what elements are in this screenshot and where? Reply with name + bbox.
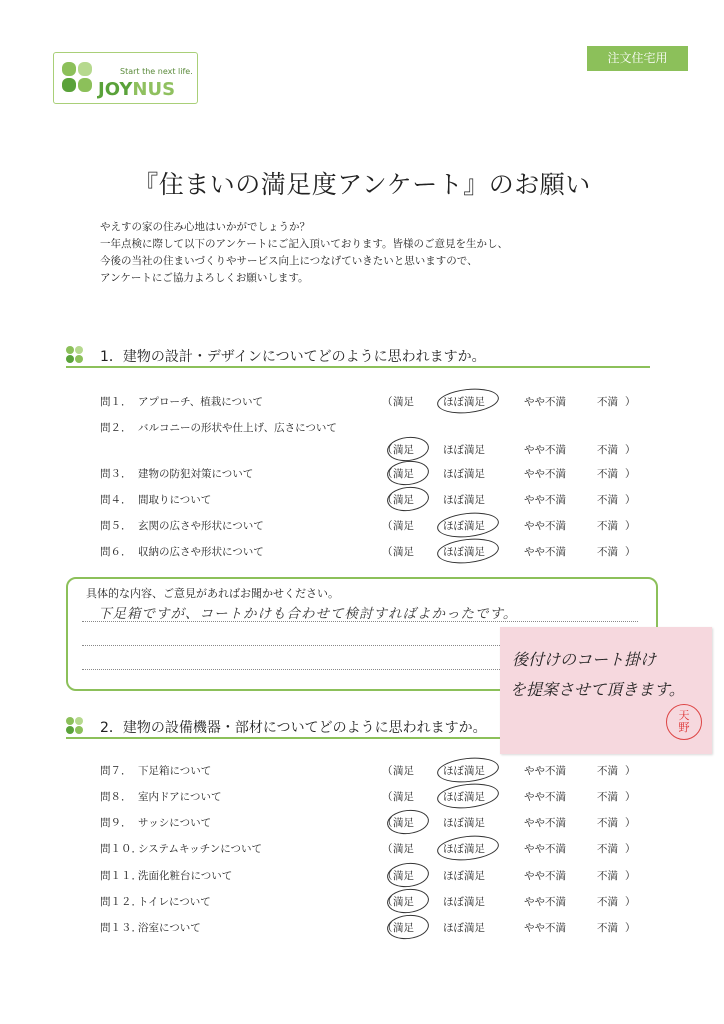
intro-text xyxy=(100,219,660,287)
rating-option[interactable]: 不満 xyxy=(597,922,618,934)
rating-option[interactable]: やや不満 xyxy=(524,396,566,408)
question-number: 問８． xyxy=(100,791,132,803)
page-title: 『住まいの満足度アンケート』のお願い xyxy=(133,170,591,199)
rating-option[interactable]: 満足 xyxy=(393,396,414,408)
rating-option[interactable]: ほぼ満足 xyxy=(443,444,485,456)
rating-option[interactable]: 不満 xyxy=(597,520,618,532)
question-number: 問３． xyxy=(100,468,132,480)
clover-logo-icon xyxy=(60,59,94,97)
sticky-note-line: 後付けのコート掛け xyxy=(512,650,657,669)
paren-open: （ xyxy=(382,843,393,855)
section-1-divider xyxy=(66,366,650,368)
rating-option[interactable]: ほぼ満足 xyxy=(443,765,485,777)
question-text: システムキッチンについて xyxy=(138,843,263,855)
question-text: 洗面化粧台について xyxy=(138,870,233,882)
rating-options xyxy=(100,789,660,809)
paren-open: （ xyxy=(382,396,393,408)
rating-options xyxy=(100,920,660,940)
question-number: 問７． xyxy=(100,765,132,777)
question-text: 収納の広さや形状について xyxy=(138,546,264,558)
rating-option[interactable]: やや不満 xyxy=(524,468,566,480)
question-number: 問１３． xyxy=(100,922,142,934)
form-type-badge: 注文住宅用 xyxy=(587,46,688,71)
rating-option[interactable]: 満足 xyxy=(393,922,414,934)
rating-option[interactable]: ほぼ満足 xyxy=(443,468,485,480)
question-number: 問１０． xyxy=(100,843,142,855)
paren-close: ） xyxy=(625,468,636,480)
rating-option[interactable]: 満足 xyxy=(393,444,414,456)
rating-options xyxy=(100,442,660,462)
selected-circle-mark xyxy=(386,913,430,941)
selected-circle-mark xyxy=(386,459,430,487)
rating-option[interactable]: ほぼ満足 xyxy=(443,546,485,558)
paren-close: ） xyxy=(625,870,636,882)
question-text: 浴室について xyxy=(138,922,201,934)
paren-close: ） xyxy=(625,791,636,803)
question-text: 下足箱について xyxy=(138,765,212,777)
paren-open: （ xyxy=(382,896,393,908)
paren-open: （ xyxy=(382,765,393,777)
rating-option[interactable]: 不満 xyxy=(597,765,618,777)
rating-options xyxy=(100,894,660,914)
logo-brand-main: JOY xyxy=(98,79,133,100)
question-text: バルコニーの形状や仕上げ、広さについて xyxy=(138,422,337,434)
paren-open: （ xyxy=(382,444,393,456)
paren-close: ） xyxy=(625,520,636,532)
question-number: 問４． xyxy=(100,494,132,506)
question-text: 玄関の広さや形状について xyxy=(138,520,264,532)
paren-open: （ xyxy=(382,546,393,558)
rating-option[interactable]: 不満 xyxy=(597,468,618,480)
rating-option[interactable]: やや不満 xyxy=(524,896,566,908)
rating-option[interactable]: 不満 xyxy=(597,843,618,855)
intro-line: 一年点検に際して以下のアンケートにご記入頂いております。皆様のご意見を生かし、 xyxy=(100,238,509,250)
rating-option[interactable]: ほぼ満足 xyxy=(443,843,485,855)
paren-close: ） xyxy=(625,922,636,934)
rating-options xyxy=(100,492,660,512)
rating-option[interactable]: やや不満 xyxy=(524,546,566,558)
selected-circle-mark xyxy=(436,833,500,863)
rating-option[interactable]: 満足 xyxy=(393,817,414,829)
rating-option[interactable]: ほぼ満足 xyxy=(443,494,485,506)
paren-open: （ xyxy=(382,870,393,882)
rating-option[interactable]: 不満 xyxy=(597,396,618,408)
rating-options xyxy=(100,466,660,486)
rating-option[interactable]: 満足 xyxy=(393,896,414,908)
paren-close: ） xyxy=(625,843,636,855)
question-number: 問１． xyxy=(100,396,132,408)
rating-option[interactable]: ほぼ満足 xyxy=(443,396,485,408)
section-2-title: 2．建物の設備機器・部材についてどのように思われますか。 xyxy=(100,720,487,736)
paren-open: （ xyxy=(382,922,393,934)
selected-circle-mark xyxy=(386,808,430,836)
rating-option[interactable]: やや不満 xyxy=(524,444,566,456)
rating-options xyxy=(100,544,660,564)
paren-open: （ xyxy=(382,494,393,506)
rating-option[interactable]: 不満 xyxy=(597,494,618,506)
rating-options xyxy=(100,841,660,861)
intro-line: 今後の当社の住まいづくりやサービス向上につなげていきたいと思いますので、 xyxy=(100,255,478,267)
paren-open: （ xyxy=(382,791,393,803)
comment-prompt: 具体的な内容、ご意見があればお聞かせください。 xyxy=(86,587,339,600)
rating-option[interactable]: 満足 xyxy=(393,791,414,803)
rating-options xyxy=(100,763,660,783)
paren-open: （ xyxy=(382,817,393,829)
rating-options xyxy=(100,868,660,888)
intro-line: やえすの家の住み心地はいかがでしょうか？ xyxy=(100,221,310,233)
question-number: 問６． xyxy=(100,546,132,558)
rating-option[interactable]: やや不満 xyxy=(524,922,566,934)
rating-option[interactable]: 不満 xyxy=(597,444,618,456)
rating-options xyxy=(100,815,660,835)
paren-close: ） xyxy=(625,765,636,777)
rating-option[interactable]: 不満 xyxy=(597,817,618,829)
rating-option[interactable]: ほぼ満足 xyxy=(443,896,485,908)
sticky-note-line: を提案させて頂きます。 xyxy=(510,680,685,699)
question-text: アプローチ、植栽について xyxy=(138,396,264,408)
rating-option[interactable]: 満足 xyxy=(393,468,414,480)
rating-option[interactable]: やや不満 xyxy=(524,520,566,532)
question-number: 問１１． xyxy=(100,870,142,882)
rating-options xyxy=(100,518,660,538)
joynus-logo xyxy=(53,52,198,104)
question-number: 問１２． xyxy=(100,896,142,908)
rating-option[interactable]: ほぼ満足 xyxy=(443,520,485,532)
logo-brand xyxy=(98,79,175,100)
section-1-clover-icon xyxy=(66,346,84,364)
rating-option[interactable]: 満足 xyxy=(393,546,414,558)
paren-close: ） xyxy=(625,896,636,908)
logo-tagline: Start the next life. xyxy=(120,67,193,76)
paren-close: ） xyxy=(625,444,636,456)
section-2-clover-icon xyxy=(66,717,84,735)
rating-option[interactable]: ほぼ満足 xyxy=(443,870,485,882)
name-seal-stamp: 天 野 xyxy=(666,704,702,740)
selected-circle-mark xyxy=(386,887,430,915)
comment-line xyxy=(82,621,638,622)
selected-circle-mark xyxy=(386,485,430,513)
question-number: 問９． xyxy=(100,817,132,829)
rating-option[interactable]: やや不満 xyxy=(524,870,566,882)
rating-option[interactable]: やや不満 xyxy=(524,843,566,855)
question-number: 問５． xyxy=(100,520,132,532)
selected-circle-mark xyxy=(436,755,500,785)
rating-option[interactable]: 満足 xyxy=(393,765,414,777)
question-number: 問２． xyxy=(100,422,132,434)
rating-options xyxy=(100,394,660,414)
question-text: サッシについて xyxy=(138,817,212,829)
question-text: 間取りについて xyxy=(138,494,212,506)
question-text: 室内ドアについて xyxy=(138,791,222,803)
logo-brand-accent: NUS xyxy=(132,79,176,100)
rating-option[interactable]: ほぼ満足 xyxy=(443,922,485,934)
rating-option[interactable]: 満足 xyxy=(393,870,414,882)
paren-open: （ xyxy=(382,520,393,532)
rating-option[interactable]: 満足 xyxy=(393,494,414,506)
question-text: トイレについて xyxy=(138,896,211,908)
rating-option[interactable]: ほぼ満足 xyxy=(443,791,485,803)
sticky-note xyxy=(500,627,712,754)
question-row xyxy=(100,420,660,440)
rating-option[interactable]: やや不満 xyxy=(524,817,566,829)
paren-close: ） xyxy=(625,546,636,558)
rating-option[interactable]: 不満 xyxy=(597,791,618,803)
selected-circle-mark xyxy=(436,386,500,416)
selected-circle-mark xyxy=(436,781,500,811)
selected-circle-mark xyxy=(436,510,500,540)
paren-close: ） xyxy=(625,817,636,829)
question-text: 建物の防犯対策について xyxy=(138,468,254,480)
rating-option[interactable]: やや不満 xyxy=(524,791,566,803)
rating-option[interactable]: ほぼ満足 xyxy=(443,817,485,829)
rating-option[interactable]: やや不満 xyxy=(524,765,566,777)
paren-close: ） xyxy=(625,494,636,506)
paren-close: ） xyxy=(625,396,636,408)
rating-option[interactable]: 不満 xyxy=(597,870,618,882)
selected-circle-mark xyxy=(386,861,430,889)
paren-open: （ xyxy=(382,468,393,480)
rating-option[interactable]: やや不満 xyxy=(524,494,566,506)
section-1-title: 1．建物の設計・デザインについてどのように思われますか。 xyxy=(100,349,486,365)
rating-option[interactable]: 満足 xyxy=(393,520,414,532)
intro-line: アンケートにご協力よろしくお願いします。 xyxy=(100,272,309,284)
selected-circle-mark xyxy=(436,536,500,566)
comment-handwritten[interactable]: 下足箱ですが、コートかけも合わせて検討すればよかったです。 xyxy=(98,606,518,622)
rating-option[interactable]: 満足 xyxy=(393,843,414,855)
rating-option[interactable]: 不満 xyxy=(597,546,618,558)
rating-option[interactable]: 不満 xyxy=(597,896,618,908)
